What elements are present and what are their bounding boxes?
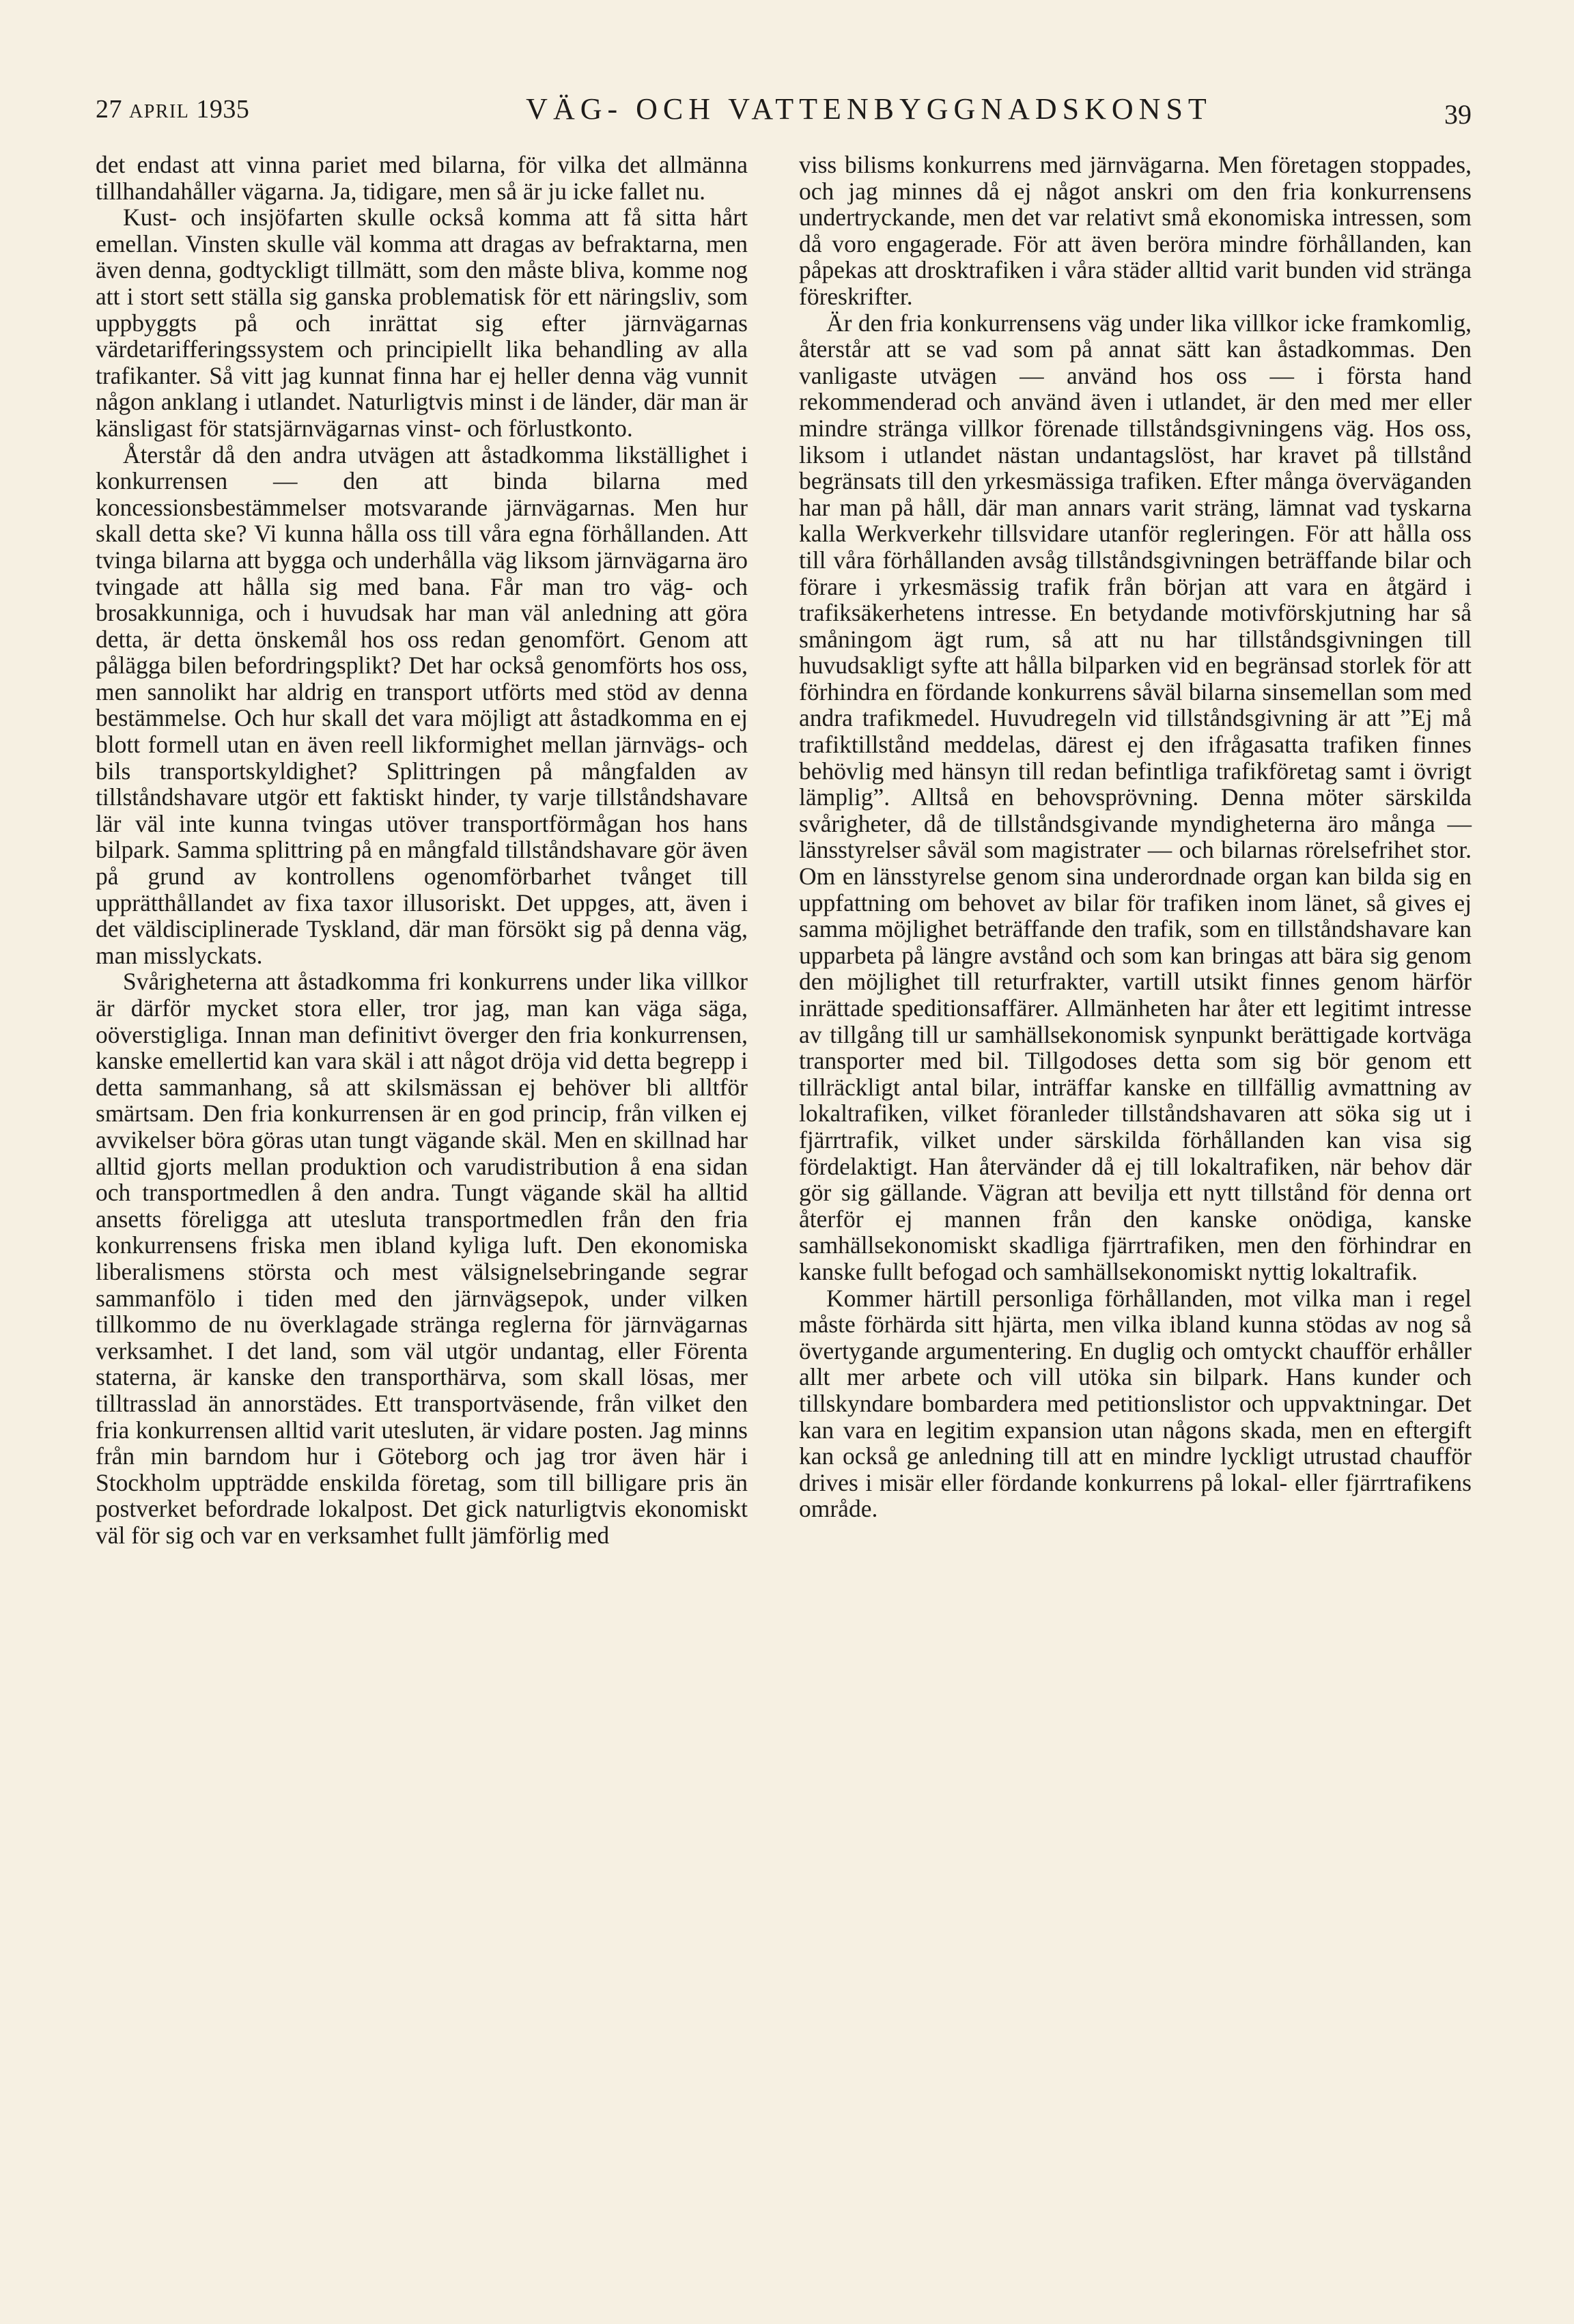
paragraph: det endast att vinna pariet med bilarna, för vilka det allmänna tillhandahåller vägarna. Ja, tidigare, men så är ju icke fallet nu. bbox=[96, 151, 748, 205]
paragraph: Är den fria konkurrensens väg under lika villkor icke framkomlig, återstår att se vad som på annat sätt kan åstadkommas. Den vanligaste utvägen — använd hos oss — i första hand rekommenderad och använd även i utlandet, är den med mer eller mindre stränga villkor förenade tillståndsgivningens väg. Hos oss, liksom i utlandet nästan undantagslöst, har kravet på tillstånd begränsats till den yrkesmässiga trafiken. Efter många överväganden har man på håll, där man annars varit sträng, lämnat vad tyskarna kalla Werkverkehr tillsvidare utanför regleringen. För att hålla oss till våra förhållanden avsåg tillståndsgivningen beträffande bilar och förare i yrkesmässig trafik från början att vara en åtgärd i trafiksäkerhetens intresse. En betydande motivförskjutning har så småningom ägt rum, så att nu har tillståndsgivningen till huvudsakligt syfte att hålla bilparken vid en begränsad storlek för att förhindra en fördande konkurrens såväl bilarna sinsemellan som med andra trafikmedel. Huvudregeln vid tillståndsgivning är att ”Ej må trafiktillstånd meddelas, därest ej den ifrågasatta trafiken finnes behövlig med hänsyn till redan befintliga trafikföretag samt i övrigt lämplig”. Alltså en behovsprövning. Denna möter särskilda svårigheter, då de tillståndsgivande myndigheterna äro många — länsstyrelser såväl som magistrater — och bilarnas rörelsefrihet stor. Om en länsstyrelse genom sina underordnade organ kan bilda sig en uppfattning om behovet av bilar för trafiken inom länet, så gives ej samma möjlighet beträffande den trafik, som en tillståndshavare kan upparbeta på längre avstånd och som kan bringas att bära sig genom den möjlighet till returfrakter, vartill utsikt finnes genom härför inrättade speditionsaffärer. Allmänheten har åter ett legitimt intresse av tillgång till ur samhällsekonomisk synpunkt berättigade kortväga transporter med bil. Tillgodoses detta som sig bör genom ett tillräckligt antal bilar, inträffar kanske en tillfällig avmattning av lokaltrafiken, vilket föranleder tillståndshavaren att söka sig ut i fjärrtrafik, vilket under särskilda förhållanden kan visa sig fördelaktigt. Han återvänder då ej till lokaltrafiken, när behov där gör sig gällande. Vägran att bevilja ett nytt tillstånd för denna ort återför ej mannen från den kanske onödiga, kanske samhällsekonomiskt skadliga fjärrtrafiken, men den förhindrar en kanske fullt befogad och samhällsekonomiskt nyttig lokaltrafik. bbox=[799, 309, 1472, 1285]
page-header bbox=[96, 87, 1472, 142]
issue-year: 1935 bbox=[196, 95, 250, 124]
paragraph: Kommer härtill personliga förhållanden, mot vilka man i regel måste förhärda sitt hjärta, men vilka ibland kunna stödas av nog så övertygande argumentering. En duglig och omtyckt chaufför erhåller allt mer arbete och vill utöka sin bilpark. Hans kunder och tillskyndare bombardera med petitionslistor och uppvaktningar. Det kan vara en legitim expansion utan någons skada, men en eftergift kan också ge anledning till att en mindre lyckligt utrustad chaufför drives i misär eller fördande konkurrens på lokal- eller fjärrtrafikens område. bbox=[799, 1284, 1472, 1523]
left-text-column bbox=[96, 152, 748, 1548]
paragraph: Kust- och insjöfarten skulle också komma att få sitta hårt emellan. Vinsten skulle väl komma att dragas av befraktarna, men även denna, godtyckligt tillmätt, som den måste bliva, komme nog att i stort sett ställa sig ganska problematisk för ett näringsliv, som uppbyggts på och inrättat sig efter järnvägarnas värdetarifferingssystem och principiellt lika behandling av alla trafikanter. Så vitt jag kunnat finna har ej heller denna väg vunnit någon anklang i utlandet. Naturligtvis minst i de länder, där man är känsligast för statsjärnvägarnas vinst- och förlustkonto. bbox=[96, 204, 748, 442]
issue-month: APRIL bbox=[129, 101, 190, 122]
paragraph: Återstår då den andra utvägen att åstadkomma likställighet i konkurrensen — den att binda bilarna med koncessionsbestämmelser motsvarande järnvägarnas. Men hur skall detta ske? Vi kunna hålla oss till våra egna förhållanden. Att tvinga bilarna att bygga och underhålla väg liksom järnvägarna äro tvingade att hålla sig med bana. Får man tro väg- och brosakkunniga, och i huvudsak har man väl anledning att göra detta, är detta önskemål hos oss redan genomfört. Genom att pålägga bilen befordringsplikt? Det har också genomförts hos oss, men sannolikt har aldrig en transport utförts med stöd av denna bestämmelse. Och hur skall det vara möjligt att åstadkomma en ej blott formell utan en även reell likformighet mellan järnvägs- och bils transportskyldighet? Splittringen på mångfalden av tillståndshavare utgör ett faktiskt hinder, ty varje tillståndshavare lär väl inte kunna tvingas utöver transportförmågan hos hans bilpark. Samma splittring på en mångfald tillståndshavare gör även på grund av kontrollens ogenomförbarhet tvånget till upprätthållandet av fixa taxor illusoriskt. Det uppges, att, även i det väldisciplinerade Tyskland, där man försökt sig på denna väg, man misslyckats. bbox=[96, 440, 748, 969]
page-number: 39 bbox=[1444, 99, 1472, 130]
journal-title: VÄG- OCH VATTENBYGGNADSKONST bbox=[526, 92, 1212, 126]
paragraph: Svårigheterna att åstadkomma fri konkurrens under lika villkor är därför mycket stora eller, tror jag, man kan väga säga, oöverstigliga. Innan man definitivt överger den fria konkurrensen, kanske emellertid kan vara skäl i att något dröja vid detta begrepp i detta sammanhang, så att skilsmässan ej behöver bli alltför smärtsam. Den fria konkurrensen är en god princip, från vilken ej avvikelser böra göras utan tungt vägande skäl. Men en skillnad har alltid gjorts mellan produktion och varudistribution å ena sidan och transportmedlen å den andra. Tungt vägande skäl ha alltid ansetts föreligga att utesluta transportmedlen från den fria konkurrensens friska men ibland kyliga luft. Den ekonomiska liberalismens största och mest välsignelsebringande segrar sammanfölo i tiden med den järnvägsepok, under vilken tillkommo de nu överklagade stränga reglerna för järnvägarnas verksamhet. I det land, som väl utgör undantag, eller Förenta staterna, är kanske den transporthärva, som skall lösas, mer tilltrasslad än annorstädes. Ett transportväsende, från vilket den fria konkurrensen alltid varit utesluten, är vidare posten. Jag minns från min barndom hur i Göteborg och jag tror även här i Stockholm uppträdde enskilda företag, som till billigare pris än postverket befordrade lokalpost. Det gick naturligtvis ekonomiskt väl för sig och var en verksamhet fullt jämförlig med bbox=[96, 968, 748, 1549]
right-text-column bbox=[799, 152, 1472, 1522]
issue-date bbox=[96, 94, 249, 124]
issue-day: 27 bbox=[96, 95, 122, 124]
paragraph: viss bilisms konkurrens med järnvägarna. Men företagen stoppades, och jag minnes då ej något anskri om den fria konkurrensens undertryckande, men det var relativt små ekonomiska intressen, som då voro engagerade. För att även beröra mindre förhållanden, kan påpekas att drosktrafiken i våra städer alltid varit bunden vid stränga föreskrifter. bbox=[799, 151, 1472, 310]
